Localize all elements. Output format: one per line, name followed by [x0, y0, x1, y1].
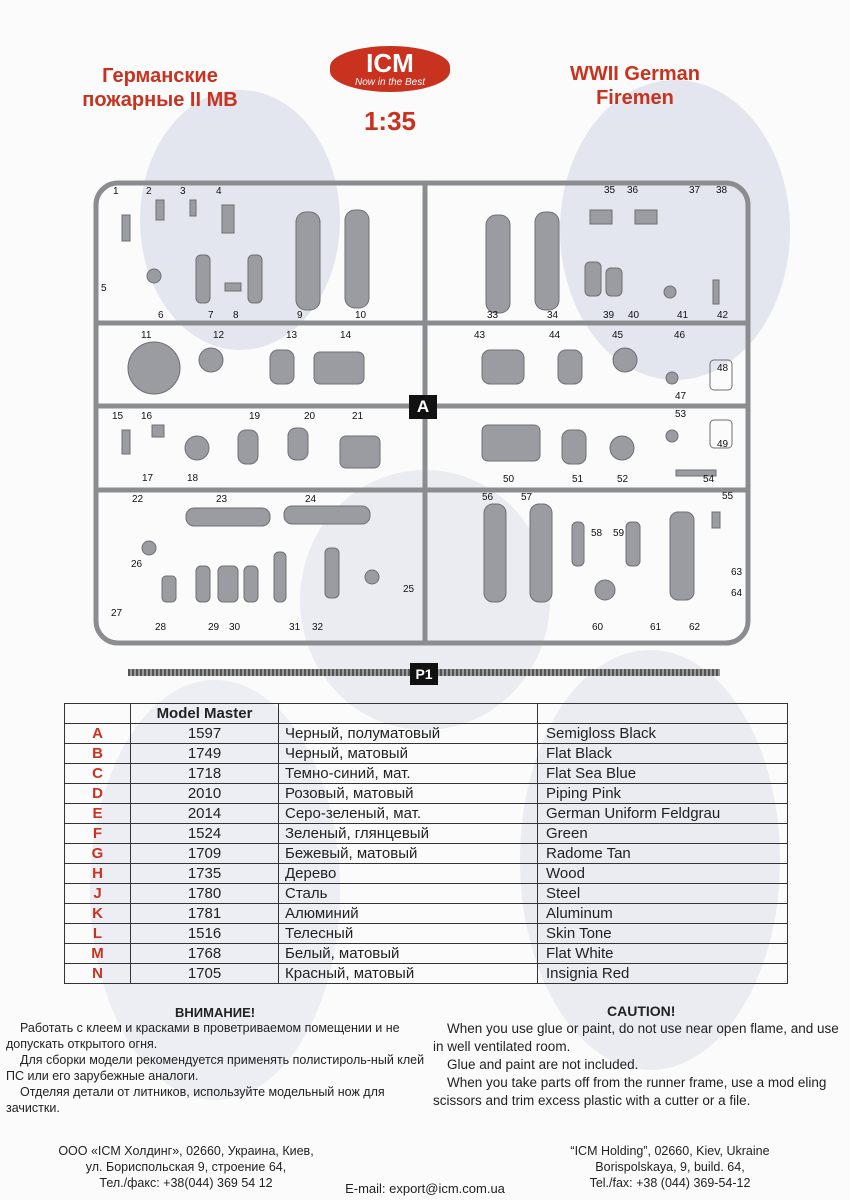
paint-row — [65, 924, 788, 944]
part-number: 17 — [142, 473, 154, 484]
part-number: 59 — [613, 528, 625, 539]
paint-row — [65, 964, 788, 984]
sprue-part — [128, 342, 180, 394]
part-number: 54 — [703, 474, 715, 485]
part-number: 4 — [216, 186, 222, 197]
part-number: 45 — [612, 330, 624, 341]
paint-row — [65, 864, 788, 884]
part-number: 16 — [141, 411, 153, 422]
paint-code: 2010 — [131, 784, 279, 804]
paint-table-blank-cell — [538, 704, 788, 724]
paint-letter: J — [65, 884, 131, 904]
paint-table-header-row — [65, 704, 788, 724]
sprue-part — [535, 212, 559, 310]
sprue-part — [340, 436, 380, 468]
paint-name-en: Insignia Red — [538, 964, 788, 984]
part-number: 31 — [289, 622, 301, 633]
sprue-part — [670, 512, 694, 600]
sprue-part — [196, 255, 210, 303]
paint-letter: H — [65, 864, 131, 884]
sprue-part — [147, 269, 161, 283]
title-en-line1: WWII German — [569, 63, 700, 85]
paint-name-en: Semigloss Black — [538, 724, 788, 744]
paint-name-en: Aluminum — [538, 904, 788, 924]
sprue-part — [530, 504, 552, 602]
paint-name-en: Flat White — [538, 944, 788, 964]
paint-code: 1735 — [131, 864, 279, 884]
paint-letter: A — [65, 724, 131, 744]
warning-en-paragraph: Glue and paint are not included. — [447, 1057, 639, 1072]
part-number: 35 — [604, 185, 616, 196]
part-number: 48 — [717, 363, 729, 374]
paint-code: 1705 — [131, 964, 279, 984]
paint-name-ru: Дерево — [279, 864, 538, 884]
paint-name-ru: Темно-синий, мат. — [279, 764, 538, 784]
part-number: 60 — [592, 622, 604, 633]
warning-text-ru — [6, 1020, 436, 1116]
part-number: 46 — [674, 330, 686, 341]
part-number: 58 — [591, 528, 603, 539]
sprue-part — [613, 348, 637, 372]
paint-name-en: Steel — [538, 884, 788, 904]
part-number: 10 — [355, 310, 367, 321]
part-number: 42 — [717, 310, 729, 321]
part-number: 5 — [101, 283, 107, 294]
address-line: Тел./факс: +38(044) 369 54 12 — [99, 1176, 273, 1190]
logo-tagline: Now in the Best — [354, 77, 426, 88]
address-line: “ICM Holding”, 02660, Kiev, Ukraine — [570, 1144, 770, 1158]
address-line: ООО «ICM Холдинг», 02660, Украина, Киев, — [58, 1144, 314, 1158]
paint-letter: N — [65, 964, 131, 984]
part-number: 7 — [208, 310, 214, 321]
paint-letter: K — [65, 904, 131, 924]
paint-letter: B — [65, 744, 131, 764]
paint-name-ru: Розовый, матовый — [279, 784, 538, 804]
company-address-en — [550, 1143, 790, 1191]
paint-name-ru: Белый, матовый — [279, 944, 538, 964]
sprue-part — [142, 541, 156, 555]
paint-code: 1781 — [131, 904, 279, 924]
sprue-part — [635, 210, 657, 224]
part-number: 47 — [675, 391, 687, 402]
sprue-part — [606, 268, 622, 296]
paint-code: 1597 — [131, 724, 279, 744]
paint-name-en: Flat Sea Blue — [538, 764, 788, 784]
part-number: 62 — [689, 622, 701, 633]
address-line: Tel./fax: +38 (044) 369-54-12 — [589, 1176, 751, 1190]
part-number: 40 — [628, 310, 640, 321]
part-number: 2 — [146, 186, 152, 197]
part-number: 38 — [716, 185, 728, 196]
part-number: 55 — [722, 491, 734, 502]
part-number: 12 — [213, 330, 225, 341]
part-number: 24 — [305, 494, 317, 505]
sprue-part — [199, 348, 223, 372]
part-number: 63 — [731, 567, 743, 578]
sprue-part — [365, 570, 379, 584]
part-number: 6 — [158, 310, 164, 321]
part-number: 25 — [403, 584, 415, 595]
paint-name-en: Skin Tone — [538, 924, 788, 944]
paint-name-ru: Черный, полуматовый — [279, 724, 538, 744]
sprue-part — [664, 286, 676, 298]
sprue-part — [156, 200, 164, 220]
sprue-part — [288, 428, 308, 460]
sprue-part — [482, 350, 524, 384]
sprue-part — [186, 508, 270, 526]
paint-name-ru: Серо-зеленый, мат. — [279, 804, 538, 824]
paint-name-ru: Бежевый, матовый — [279, 844, 538, 864]
sprue-part — [218, 566, 238, 602]
paint-row — [65, 844, 788, 864]
part-number: 23 — [216, 494, 228, 505]
warning-ru-paragraph: Отделяя детали от литников, используйте модельный нож для зачистки. — [6, 1085, 385, 1115]
paint-name-en: Flat Black — [538, 744, 788, 764]
part-number: 1 — [113, 186, 119, 197]
part-number: 13 — [286, 330, 298, 341]
sprue-part — [484, 504, 506, 602]
part-number: 36 — [627, 185, 639, 196]
part-number: 33 — [487, 310, 499, 321]
sprue-part — [238, 430, 258, 464]
sprue-part — [190, 200, 196, 216]
sprue-part — [713, 280, 719, 304]
sprue-part — [162, 576, 176, 602]
warning-text-en — [433, 1020, 848, 1110]
part-number: 61 — [650, 622, 662, 633]
paint-name-en: Wood — [538, 864, 788, 884]
part-number: 57 — [521, 492, 533, 503]
part-number: 8 — [233, 310, 239, 321]
warning-heading-ru: ВНИМАНИЕ! — [175, 1005, 256, 1020]
part-number: 18 — [187, 473, 199, 484]
part-number: 32 — [312, 622, 324, 633]
paint-row — [65, 724, 788, 744]
part-number: 49 — [717, 439, 729, 450]
paint-row — [65, 904, 788, 924]
warning-ru-paragraph: Работать с клеем и красками в проветриваемом помещении и не допускать открытого огня. — [6, 1021, 400, 1051]
paint-letter: C — [65, 764, 131, 784]
paint-row — [65, 804, 788, 824]
sprue-part — [585, 262, 601, 296]
part-number: 43 — [474, 330, 486, 341]
paint-code: 1516 — [131, 924, 279, 944]
paint-letter: M — [65, 944, 131, 964]
sprue-part — [345, 210, 369, 308]
sprue-part — [666, 372, 678, 384]
part-number: 19 — [249, 411, 261, 422]
part-number: 14 — [340, 330, 352, 341]
paint-code: 1749 — [131, 744, 279, 764]
part-number: 64 — [731, 588, 743, 599]
paint-table — [64, 703, 788, 984]
part-number: 9 — [297, 310, 303, 321]
paint-name-ru: Зеленый, глянцевый — [279, 824, 538, 844]
part-number: 26 — [131, 559, 143, 570]
paint-name-ru: Алюминий — [279, 904, 538, 924]
title-ru-line1: Германские — [102, 65, 218, 87]
sprue-part — [590, 210, 612, 224]
paint-name-en: Radome Tan — [538, 844, 788, 864]
part-number: 52 — [617, 474, 629, 485]
paint-row — [65, 744, 788, 764]
part-number: 50 — [503, 474, 515, 485]
title-en-line2: Firemen — [596, 87, 674, 109]
sprue-part — [152, 425, 164, 437]
contact-email: E-mail: export@icm.com.ua — [345, 1181, 505, 1196]
part-number: 34 — [547, 310, 559, 321]
paint-table-blank-cell — [279, 704, 538, 724]
sprue-part — [222, 205, 234, 233]
paint-table-blank-cell — [65, 704, 131, 724]
paint-letter: L — [65, 924, 131, 944]
warning-heading-en: CAUTION! — [607, 1003, 676, 1019]
part-number: 3 — [180, 186, 186, 197]
paint-code: 1768 — [131, 944, 279, 964]
paint-code: 1709 — [131, 844, 279, 864]
sprue-part — [558, 350, 582, 384]
paint-name-ru: Телесный — [279, 924, 538, 944]
warning-ru-paragraph: Для сборки модели рекомендуется применять полистироль-ный клей ПС или его зарубежные аналоги. — [6, 1053, 425, 1083]
sprue-part — [296, 212, 320, 310]
sprue-part — [666, 430, 678, 442]
sprue-part — [562, 430, 586, 464]
warning-en-paragraph: When you use glue or paint, do not use near open flame, and use in well ventilated room. — [433, 1021, 839, 1054]
logo-text: ICM — [366, 48, 414, 78]
sprue-part — [284, 506, 370, 524]
sprue-part — [610, 436, 634, 460]
part-number: 15 — [112, 411, 124, 422]
part-number: 53 — [675, 409, 687, 420]
sprue-part — [626, 522, 640, 566]
sprue-part — [185, 436, 209, 460]
part-number: 27 — [111, 608, 123, 619]
part-number: 22 — [132, 494, 144, 505]
sprue-part — [572, 522, 584, 566]
paint-letter: F — [65, 824, 131, 844]
part-number: 44 — [549, 330, 561, 341]
sprue-part — [595, 580, 615, 600]
sprue-part — [486, 215, 510, 313]
paint-row — [65, 784, 788, 804]
sprue-part — [244, 566, 258, 602]
paint-name-en: Green — [538, 824, 788, 844]
paint-name-en: German Uniform Feldgrau — [538, 804, 788, 824]
title-ru-line2: пожарные II МВ — [82, 89, 238, 111]
company-address-ru — [36, 1143, 336, 1191]
part-number: 56 — [482, 492, 494, 503]
part-number: 21 — [352, 411, 364, 422]
paint-row — [65, 824, 788, 844]
part-number: 11 — [141, 330, 152, 341]
paint-row — [65, 944, 788, 964]
warning-en-paragraph: When you take parts off from the runner frame, use a mod eling scissors and trim excess plastic with a cutter or a file. — [433, 1075, 827, 1108]
paint-code: 1718 — [131, 764, 279, 784]
paint-code: 1524 — [131, 824, 279, 844]
sprue-part — [225, 283, 241, 291]
scale-label: 1:35 — [363, 106, 417, 136]
part-number: 29 — [208, 622, 220, 633]
sprue-part — [712, 512, 720, 528]
paint-code: 1780 — [131, 884, 279, 904]
paint-name-ru: Сталь — [279, 884, 538, 904]
paint-code: 2014 — [131, 804, 279, 824]
paint-table-header: Model Master — [131, 704, 279, 724]
sprue-part — [314, 352, 364, 384]
sprue-part — [274, 552, 286, 602]
paint-letter: D — [65, 784, 131, 804]
part-number: 41 — [677, 310, 689, 321]
address-line: ул. Бориспольская 9, строение 64, — [85, 1160, 287, 1174]
sprue-part — [196, 566, 210, 602]
part-number: 20 — [304, 411, 316, 422]
paint-row — [65, 884, 788, 904]
sprue-part — [325, 548, 339, 598]
sprue-part — [270, 350, 294, 384]
part-number: 39 — [603, 310, 615, 321]
paint-row — [65, 764, 788, 784]
part-number: 30 — [229, 622, 241, 633]
sprue-part — [122, 215, 130, 241]
address-line: Borispolskaya, 9, build. 64, — [595, 1160, 745, 1174]
sprue-part — [248, 255, 262, 303]
paint-letter: E — [65, 804, 131, 824]
part-number: 28 — [155, 622, 167, 633]
paint-name-ru: Черный, матовый — [279, 744, 538, 764]
part-number: 37 — [689, 185, 701, 196]
frame-label: P1 — [410, 663, 438, 685]
paint-name-ru: Красный, матовый — [279, 964, 538, 984]
paint-letter: G — [65, 844, 131, 864]
sprue-label: A — [409, 395, 437, 419]
paint-name-en: Piping Pink — [538, 784, 788, 804]
sprue-part — [482, 425, 540, 461]
sprue-part — [122, 430, 130, 454]
part-number: 51 — [572, 474, 584, 485]
